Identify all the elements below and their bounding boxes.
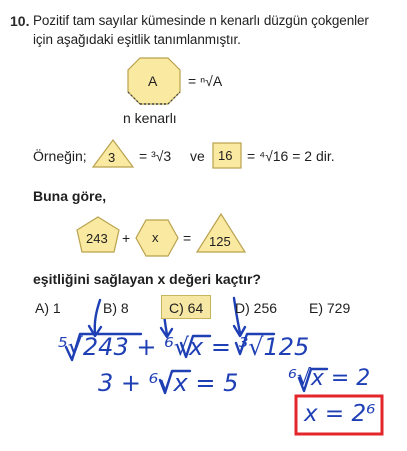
example-square-label: 16 [218, 148, 233, 163]
handwriting-line2: 3 + ⁶√x = 5 [98, 369, 239, 397]
question-prompt: eşitliğini sağlayan x değeri kaçtır? [33, 271, 261, 287]
definition-label: A [148, 73, 158, 89]
handwriting-line1: ⁵√243 + ⁶√x = ³√125 [58, 333, 310, 361]
handwriting-answer: x = 2⁶ [304, 401, 376, 427]
example-triangle-label: 3 [108, 150, 116, 165]
example-triangle-rhs: = ³√3 [139, 148, 172, 164]
choice-b[interactable]: B) 8 [103, 300, 129, 316]
equals-sign: = [183, 230, 192, 246]
definition-rhs: = ⁿ√A [188, 73, 223, 89]
buna-gore: Buna göre, [33, 188, 107, 204]
hexagon-label: x [152, 230, 159, 245]
example-prefix: Örneğin; [33, 148, 87, 164]
question-line-2: için aşağıdaki eşitlik tanımlanmıştır. [33, 32, 241, 47]
question-number: 10. [10, 13, 30, 29]
handwriting-side: ⁶√x = 2 [288, 366, 371, 391]
choice-c[interactable]: C) 64 [169, 300, 204, 316]
choice-a[interactable]: A) 1 [35, 300, 61, 316]
example-ve: ve [190, 148, 205, 164]
definition-caption: n kenarlı [123, 110, 177, 126]
pentagon-label: 243 [86, 231, 108, 246]
plus-sign: + [122, 230, 131, 246]
question-line-1: Pozitif tam sayılar kümesinde n kenarlı düzgün çokgenler [33, 13, 369, 28]
choice-e[interactable]: E) 729 [309, 300, 351, 316]
big-triangle-label: 125 [209, 234, 231, 249]
example-square-rhs: = ⁴√16 = 2 dir. [247, 148, 335, 164]
choice-d[interactable]: D) 256 [235, 300, 278, 316]
